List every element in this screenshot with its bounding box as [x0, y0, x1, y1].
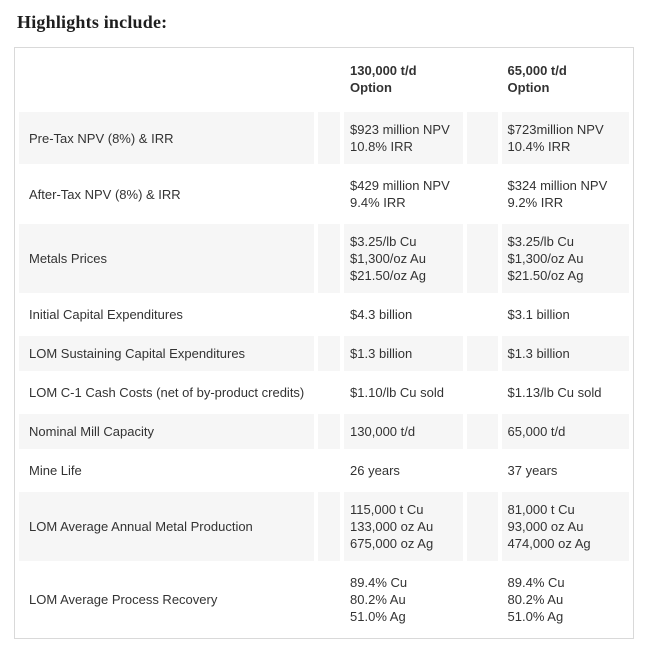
- value-line: 51.0% Ag: [350, 609, 406, 624]
- value-130ktd: [344, 336, 463, 371]
- spacer-cell: [467, 565, 497, 634]
- table-row: [19, 414, 629, 449]
- spacer-cell: [318, 492, 340, 561]
- spacer-cell: [318, 297, 340, 332]
- header-row: [19, 52, 629, 108]
- header-spacer-2: [467, 52, 497, 108]
- table-row: [19, 336, 629, 371]
- metric-label: After-Tax NPV (8%) & IRR: [29, 186, 181, 202]
- metric-label: Initial Capital Expenditures: [29, 307, 183, 322]
- value-65ktd: [502, 336, 629, 371]
- value-line: 133,000 oz Au: [350, 519, 434, 534]
- table-row: [19, 112, 629, 164]
- value-line: 474,000 oz Ag: [507, 536, 591, 551]
- table-row: [19, 168, 629, 220]
- value-65ktd: [502, 414, 629, 449]
- value-line: 80.2% Au: [507, 592, 564, 607]
- spacer-cell: [318, 224, 340, 293]
- table-header: [19, 52, 629, 108]
- value-65ktd: [502, 565, 629, 634]
- value-130ktd: [344, 168, 463, 220]
- table-row: [19, 453, 629, 488]
- metric-label: Mine Life: [29, 463, 82, 478]
- value-65ktd: [502, 492, 629, 561]
- value-line: $324 million NPV: [507, 178, 608, 193]
- value-line: 130,000 t/d: [350, 424, 416, 439]
- value-65ktd: [502, 168, 629, 220]
- value-line: $3.25/lb Cu: [350, 234, 417, 249]
- value-65ktd: [502, 453, 629, 488]
- metric-label: LOM Sustaining Capital Expenditures: [19, 336, 314, 371]
- value-line: 65,000 t/d: [507, 424, 566, 439]
- value-line: $1,300/oz Au: [507, 251, 584, 266]
- value-line: $1,300/oz Au: [350, 251, 426, 266]
- table-row: [19, 492, 629, 561]
- header-spacer-1: [318, 52, 340, 108]
- value-line: $1.10/lb Cu sold: [350, 385, 444, 400]
- metric-label: LOM Average Annual Metal Production: [19, 492, 314, 561]
- value-65ktd: [502, 297, 629, 332]
- spacer-cell: [318, 414, 340, 449]
- value-65ktd: [502, 112, 629, 164]
- spacer-cell: [318, 453, 340, 488]
- value-line: 89.4% Cu: [507, 575, 565, 590]
- value-130ktd: [344, 453, 463, 488]
- value-line: $1.13/lb Cu sold: [507, 385, 602, 400]
- spacer-cell: [318, 565, 340, 634]
- metric-label: LOM C-1 Cash Costs (net of by-product credits): [29, 385, 305, 400]
- spacer-cell: [318, 336, 340, 371]
- value-line: 9.2% IRR: [507, 195, 564, 210]
- value-65ktd: [502, 224, 629, 293]
- header-label-column: [19, 52, 314, 108]
- column-header-130ktd-line1: 130,000 t/d: [350, 63, 417, 78]
- spacer-cell: [467, 224, 497, 293]
- table-row: [19, 375, 629, 410]
- metric-label: Nominal Mill Capacity: [19, 414, 314, 449]
- value-line: $21.50/oz Ag: [350, 268, 426, 283]
- value-130ktd: [344, 565, 463, 634]
- spacer-cell: [467, 414, 497, 449]
- value-line: 81,000 t Cu: [507, 502, 575, 517]
- spacer-cell: [467, 168, 497, 220]
- value-line: 51.0% Ag: [507, 609, 564, 624]
- metric-label: LOM Average Process Recovery: [29, 592, 218, 607]
- table-row: [19, 297, 629, 332]
- value-line: 10.4% IRR: [507, 139, 571, 154]
- column-header-65ktd: [502, 52, 629, 108]
- value-130ktd: [344, 224, 463, 293]
- value-130ktd: [344, 375, 463, 410]
- spacer-cell: [467, 453, 497, 488]
- value-line: $1.3 billion: [350, 346, 413, 361]
- value-130ktd: [344, 414, 463, 449]
- value-line: 675,000 oz Ag: [350, 536, 434, 551]
- table-row: [19, 565, 629, 634]
- value-line: 37 years: [507, 463, 558, 478]
- value-130ktd: [344, 297, 463, 332]
- value-line: 80.2% Au: [350, 592, 406, 607]
- spacer-cell: [318, 168, 340, 220]
- value-line: 115,000 t Cu: [350, 502, 424, 517]
- spacer-cell: [318, 375, 340, 410]
- spacer-cell: [467, 112, 497, 164]
- value-line: $429 million NPV: [350, 178, 450, 193]
- spacer-cell: [467, 297, 497, 332]
- value-line: $3.25/lb Cu: [507, 234, 575, 249]
- column-header-130ktd-line2: Option: [350, 80, 392, 95]
- value-130ktd: [344, 112, 463, 164]
- column-header-65ktd-line1: 65,000 t/d: [507, 63, 567, 78]
- value-line: $21.50/oz Ag: [507, 268, 584, 283]
- value-65ktd: [502, 375, 629, 410]
- metric-label: Metals Prices: [19, 224, 314, 293]
- spacer-cell: [467, 492, 497, 561]
- value-line: 26 years: [350, 463, 400, 478]
- value-line: 93,000 oz Au: [507, 519, 584, 534]
- spacer-cell: [467, 375, 497, 410]
- metric-label: Pre-Tax NPV (8%) & IRR: [19, 112, 314, 164]
- value-line: 10.8% IRR: [350, 139, 413, 154]
- spacer-cell: [318, 112, 340, 164]
- highlights-table: [14, 47, 634, 639]
- column-header-65ktd-line2: Option: [507, 80, 550, 95]
- value-130ktd: [344, 492, 463, 561]
- value-line: $923 million NPV: [350, 122, 450, 137]
- column-header-130ktd: [344, 52, 463, 108]
- value-line: 89.4% Cu: [350, 575, 408, 590]
- spacer-cell: [467, 336, 497, 371]
- table-row: [19, 224, 629, 293]
- value-line: $1.3 billion: [507, 346, 570, 361]
- value-line: $4.3 billion: [350, 307, 413, 322]
- value-line: $723million NPV: [507, 122, 604, 137]
- page-title: Highlights include:: [17, 12, 168, 32]
- value-line: $3.1 billion: [507, 307, 570, 322]
- table-body: [19, 112, 629, 634]
- value-line: 9.4% IRR: [350, 195, 406, 210]
